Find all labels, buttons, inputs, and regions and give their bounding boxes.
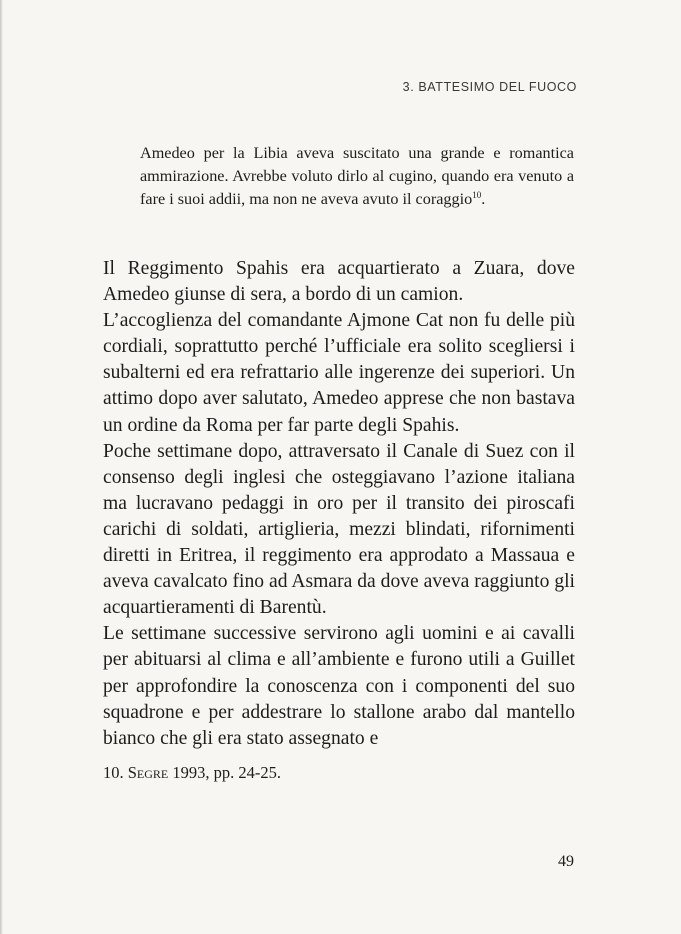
footnote <box>103 762 281 784</box>
footnote-author: Segre <box>127 763 169 782</box>
block-quote-body: Amedeo per la Libia aveva suscitato una grande e romantica ammirazione. Avrebbe voluto dirlo al cugino, quando era venuto a fare i suoi addii, ma non ne aveva avuto il coraggio <box>140 144 574 208</box>
block-quote-end: . <box>481 190 486 208</box>
footnote-citation: 1993, pp. 24-25. <box>172 763 282 782</box>
block-quote-text <box>140 142 574 211</box>
page-gutter-edge <box>0 0 3 934</box>
footnote-number: 10. <box>103 763 124 782</box>
body-text <box>103 256 575 752</box>
running-head: 3. BATTESIMO DEL FUOCO <box>402 80 577 94</box>
block-quote <box>140 142 574 211</box>
paragraph: Il Reggimento Spahis era acquartierato a Zuara, dove Amedeo giunse di sera, a bordo di un camion. <box>103 258 575 306</box>
paragraph: Le settimane successive servirono agli uomini e ai cavalli per abituarsi al clima e all’ambiente e furono utili a Guillet per approfondire la conoscenza con i componenti del suo squadrone e per addestrare lo stallone arabo dal mantello bianco che gli era stato assegnato e <box>103 623 575 749</box>
page-number: 49 <box>558 853 574 870</box>
footnote-reference: 10 <box>472 190 482 200</box>
paragraph: L’accoglienza del comandante Ajmone Cat non fu delle più cordiali, soprattutto perché l’ufficiale era solito scegliersi i subalterni ed era refrattario alle ingerenze dei superiori. Un attimo dopo aver salutato, Amedeo apprese che non bastava un ordine da Roma per far parte degli Spahis. <box>103 310 575 436</box>
paragraph: Poche settimane dopo, attraversato il Canale di Suez con il consenso degli inglesi che osteggiavano l’azione italiana ma lucravano pedaggi in oro per il transito dei piroscafi carichi di soldati, artiglieria, mezzi blindati, rifornimenti diretti in Eritrea, il reggimento era approdato a Massaua e aveva cavalcato fino ad Asmara da dove aveva raggiunto gli acquartieramenti di Barentù. <box>103 440 575 619</box>
